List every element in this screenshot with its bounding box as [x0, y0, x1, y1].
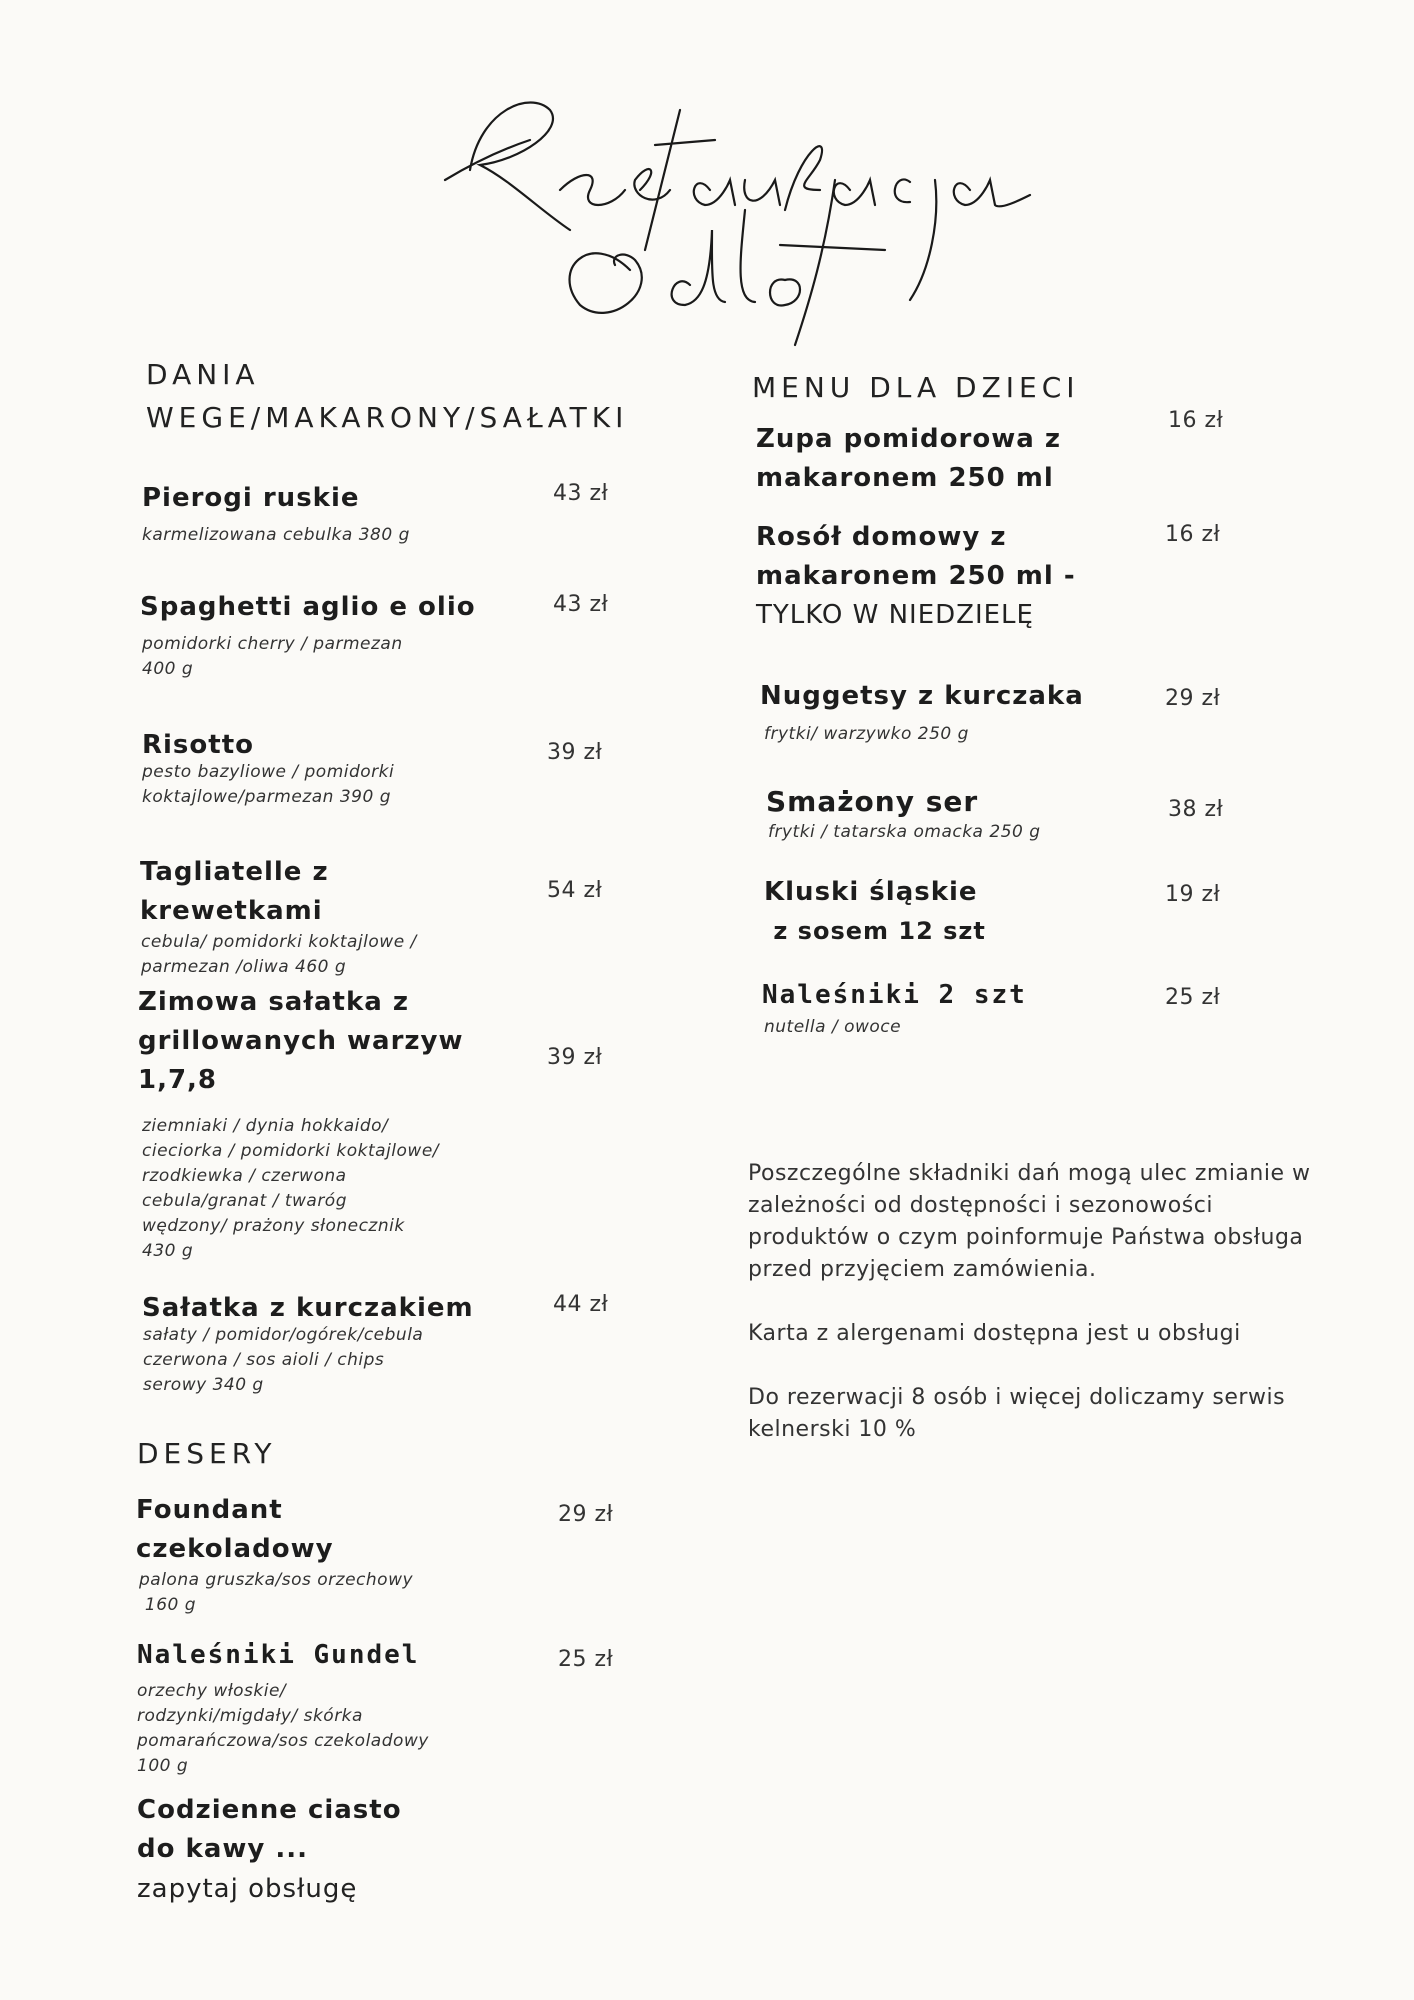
dish-name: [138, 983, 464, 1100]
note-line: Do rezerwacji 8 osób i więcej doliczamy serwis: [748, 1385, 1286, 1410]
description-line: serowy 340 g: [143, 1375, 264, 1395]
dish-name-line: grillowanych warzyw: [138, 1026, 464, 1056]
section-title-dania: [146, 353, 628, 439]
dish-price: 19 zł: [1165, 882, 1221, 907]
description-line: parmezan /oliwa 460 g: [141, 957, 347, 977]
dish-description: frytki / tatarska omacka 250 g: [768, 822, 1041, 842]
dish-name-line: Zupa pomidorowa z: [756, 424, 1061, 454]
dish-name: Smażony ser: [766, 785, 979, 818]
description-line: palona gruszka/sos orzechowy: [139, 1570, 414, 1590]
dish-name-line: czekoladowy: [136, 1534, 334, 1564]
description-line: sałaty / pomidor/ogórek/cebula: [143, 1325, 424, 1345]
dish-name: [140, 853, 329, 931]
dish-name: Risotto: [142, 730, 254, 760]
dish-name: [756, 420, 1061, 498]
dish-price: 16 zł: [1165, 522, 1221, 547]
dish-description: frytki/ warzywko 250 g: [764, 724, 969, 744]
dish-price: 29 zł: [558, 1502, 614, 1527]
dish-name-line: Kluski śląskie: [764, 877, 978, 907]
dish-price: 25 zł: [1165, 985, 1221, 1010]
dish-name-line: 1,7,8: [138, 1065, 218, 1095]
description-line: 160 g: [139, 1595, 197, 1615]
dish-price: 54 zł: [547, 878, 603, 903]
section-title-line1: DANIA: [146, 358, 260, 391]
dish-description: [139, 1568, 413, 1618]
dish-name-line: z sosem 12 szt: [764, 917, 986, 945]
ingredients-note: [748, 1158, 1310, 1286]
dish-name: Spaghetti aglio e olio: [140, 592, 476, 622]
dish-name: [764, 873, 986, 951]
description-line: rzodkiewka / czerwona: [142, 1166, 347, 1186]
section-title-menu-dla-dzieci: MENU DLA DZIECI: [752, 371, 1080, 404]
dish-name-line: Foundant: [136, 1495, 283, 1525]
dish-description: [142, 760, 394, 810]
allergens-note: Karta z alergenami dostępna jest u obsługi: [748, 1321, 1241, 1346]
description-line: 100 g: [137, 1756, 189, 1776]
description-line: cebula/granat / twaróg: [142, 1191, 347, 1211]
dish-description: nutella / owoce: [764, 1017, 902, 1037]
dish-description: [137, 1679, 429, 1779]
description-line: orzechy włoskie/: [137, 1681, 287, 1701]
dish-price: 43 zł: [553, 481, 609, 506]
dish-description: [142, 632, 403, 682]
section-title-desery: DESERY: [137, 1437, 277, 1470]
dish-price: 25 zł: [558, 1647, 614, 1672]
note-line: Poszczególne składniki dań mogą ulec zmianie w: [748, 1161, 1311, 1186]
dish-name-line: Zimowa sałatka z: [138, 987, 409, 1017]
note-line: produktów o czym poinformuje Państwa obsługa: [748, 1225, 1304, 1250]
dish-description: karmelizowana cebulka 380 g: [142, 525, 410, 545]
dish-name-line: Rosół domowy z: [756, 522, 1007, 552]
dish-price: 38 zł: [1168, 797, 1224, 822]
description-line: rodzynki/migdały/ skórka: [137, 1706, 363, 1726]
dish-name: Sałatka z kurczakiem: [142, 1293, 474, 1323]
description-line: pomarańczowa/sos czekoladowy: [137, 1731, 429, 1751]
restaurant-logo: [440, 70, 1040, 350]
dish-description: [141, 930, 417, 980]
description-line: czerwona / sos aioli / chips: [143, 1350, 385, 1370]
dish-name-line: do kawy ...: [137, 1834, 309, 1864]
dish-name: Nuggetsy z kurczaka: [760, 681, 1084, 711]
dish-name-line: Tagliatelle z: [140, 857, 329, 887]
dish-price: 39 zł: [547, 1045, 603, 1070]
description-line: pesto bazyliowe / pomidorki: [142, 762, 395, 782]
dish-price: 16 zł: [1168, 408, 1224, 433]
dish-name-line: makaronem 250 ml -: [756, 561, 1076, 591]
section-title-line2: WEGE/MAKARONY/SAŁATKI: [146, 401, 629, 434]
dish-name: [136, 1491, 334, 1569]
sunday-only-note: TYLKO W NIEDZIELĘ: [756, 600, 1034, 630]
dish-name-line: Codzienne ciasto: [137, 1795, 402, 1825]
note-line: zależności od dostępności i sezonowości: [748, 1193, 1213, 1218]
dish-name: [756, 518, 1076, 596]
dish-name: Pierogi ruskie: [142, 483, 360, 513]
ask-staff-text: zapytaj obsługę: [137, 1874, 358, 1904]
note-line: kelnerski 10 %: [748, 1417, 917, 1442]
dish-description: [143, 1323, 423, 1398]
dish-price: 43 zł: [553, 592, 609, 617]
description-line: ziemniaki / dynia hokkaido/: [142, 1116, 389, 1136]
description-line: koktajlowe/parmezan 390 g: [142, 787, 391, 807]
dish-name: Naleśniki 2 szt: [762, 980, 1027, 1010]
description-line: cieciorka / pomidorki koktajlowe/: [142, 1141, 440, 1161]
dish-price: 29 zł: [1165, 686, 1221, 711]
dish-name-line: makaronem 250 ml: [756, 463, 1054, 493]
description-line: 400 g: [142, 659, 194, 679]
dish-description: [142, 1114, 439, 1264]
description-line: cebula/ pomidorki koktajlowe /: [141, 932, 417, 952]
dish-name-line: krewetkami: [140, 896, 323, 926]
description-line: pomidorki cherry / parmezan: [142, 634, 403, 654]
dish-price: 39 zł: [547, 740, 603, 765]
dish-name: [137, 1791, 402, 1869]
dish-name: Naleśniki Gundel: [137, 1640, 420, 1670]
description-line: 430 g: [142, 1241, 194, 1261]
note-line: przed przyjęciem zamówienia.: [748, 1257, 1097, 1282]
dish-price: 44 zł: [553, 1292, 609, 1317]
service-charge-note: [748, 1382, 1285, 1446]
description-line: wędzony/ prażony słonecznik: [142, 1216, 405, 1236]
